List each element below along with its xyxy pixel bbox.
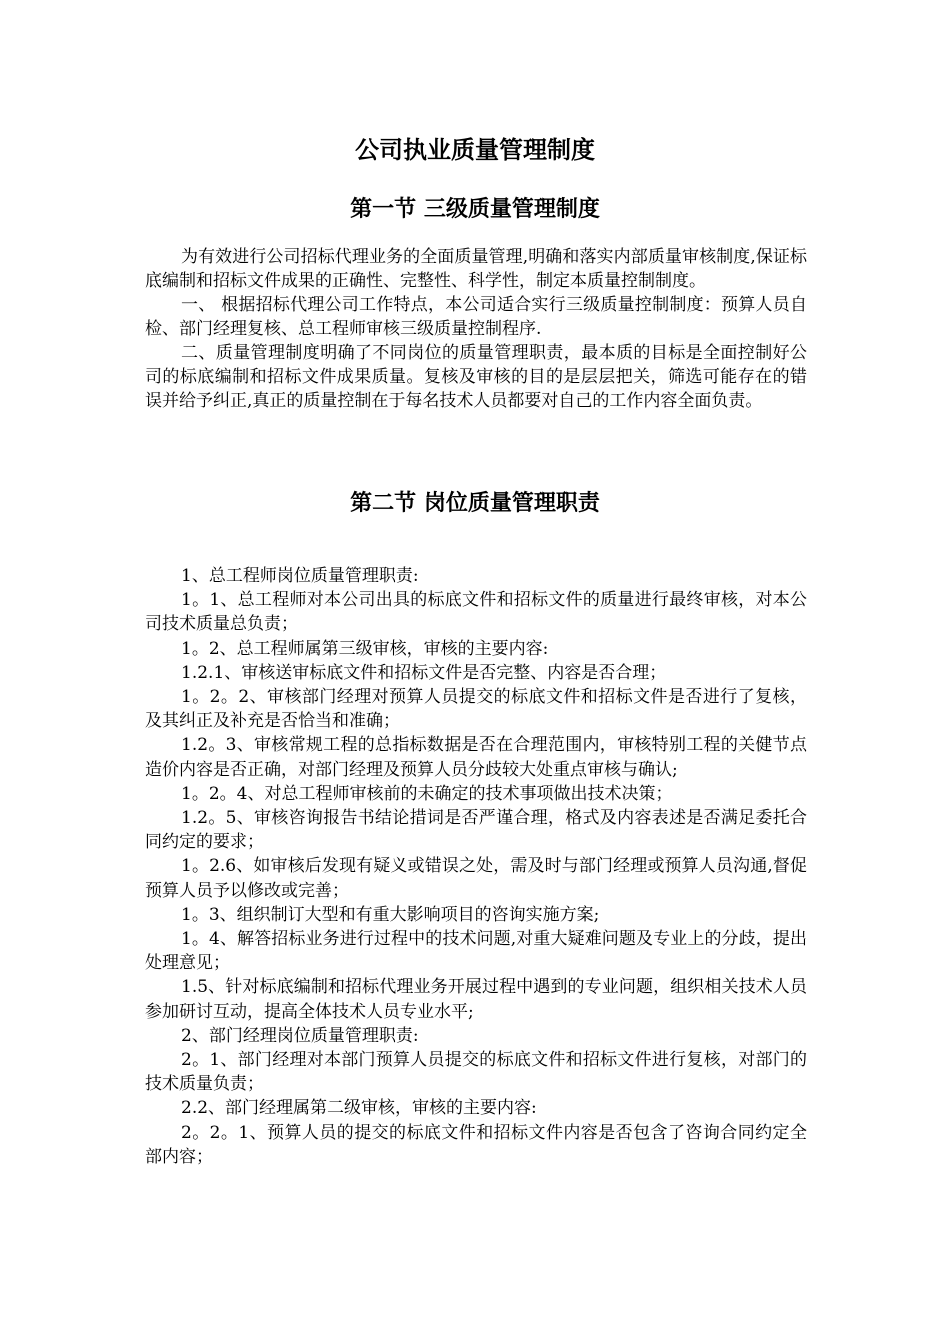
- document-title: 公司执业质量管理制度: [355, 135, 595, 164]
- paragraph: 2、部门经理岗位质量管理职责:: [181, 1025, 419, 1046]
- paragraph: 1。2。4、对总工程师审核前的未确定的技术事项做出技术决策；: [181, 783, 673, 804]
- section-heading-quality-system: 第一节 三级质量管理制度: [350, 196, 600, 222]
- paragraph: 1。4、解答招标业务进行过程中的技术问题,对重大疑难问题及专业上的分歧，提出处理意见；: [145, 929, 807, 974]
- paragraph: 1、总工程师岗位质量管理职责:: [181, 566, 419, 586]
- paragraph: 1。3、组织制订大型和有重大影响项目的咨询实施方案;: [181, 904, 600, 925]
- paragraph: 1.2。3、审核常规工程的总指标数据是否在合理范围内，审核特别工程的关健节点造价内容是否正确，对部门经理及预算人员分歧较大处重点审核与确认;: [145, 735, 807, 780]
- paragraph: 1.2。5、审核咨询报告书结论措词是否严谨合理，格式及内容表述是否满足委托合同约定的要求；: [145, 808, 807, 853]
- paragraph: 1。2。2、审核部门经理对预算人员提交的标底文件和招标文件是否进行了复核，及其纠正及补充是否恰当和准确；: [145, 687, 807, 732]
- paragraph: 2。1、部门经理对本部门预算人员提交的标底文件和招标文件进行复核，对部门的技术质量负责；: [145, 1050, 807, 1095]
- paragraph: 1。2.6、如审核后发现有疑义或错误之处，需及时与部门经理或预算人员沟通,督促预算人员予以修改或完善；: [145, 856, 807, 901]
- paragraph: 一、 根据招标代理公司工作特点，本公司适合实行三级质量控制制度：预算人员自检、部门经理复核、总工程师审核三级质量控制程序.: [145, 295, 807, 339]
- section1-body: [145, 245, 807, 413]
- section2-body: [145, 564, 807, 1169]
- section-heading-post-duties: 第二节 岗位质量管理职责: [350, 490, 600, 516]
- paragraph: 2。2。1、预算人员的提交的标底文件和招标文件内容是否包含了咨询合同约定全部内容；: [145, 1122, 807, 1167]
- paragraph: 1。1、总工程师对本公司出具的标底文件和招标文件的质量进行最终审核，对本公司技术质量总负责；: [145, 590, 807, 635]
- paragraph: 为有效进行公司招标代理业务的全面质量管理,明确和落实内部质量审核制度,保证标底编制和招标文件成果的正确性、完整性、科学性，制定本质量控制制度。: [145, 247, 807, 291]
- paragraph: 2.2、部门经理属第二级审核，审核的主要内容:: [181, 1098, 537, 1119]
- paragraph: 1.5、针对标底编制和招标代理业务开展过程中遇到的专业问题，组织相关技术人员参加研讨互动，提高全体技术人员专业水平;: [145, 977, 807, 1022]
- paragraph: 1.2.1、审核送审标底文件和招标文件是否完整、内容是否合理；: [181, 662, 667, 683]
- paragraph: 1。2、总工程师属第三级审核，审核的主要内容:: [181, 638, 549, 659]
- paragraph: 二、质量管理制度明确了不同岗位的质量管理职责，最本质的目标是全面控制好公司的标底编制和招标文件成果质量。复核及审核的目的是层层把关，筛选可能存在的错误并给予纠正,真正的质量控制在于每名技术人员都要对自己的工作内容全面负责。: [145, 343, 807, 411]
